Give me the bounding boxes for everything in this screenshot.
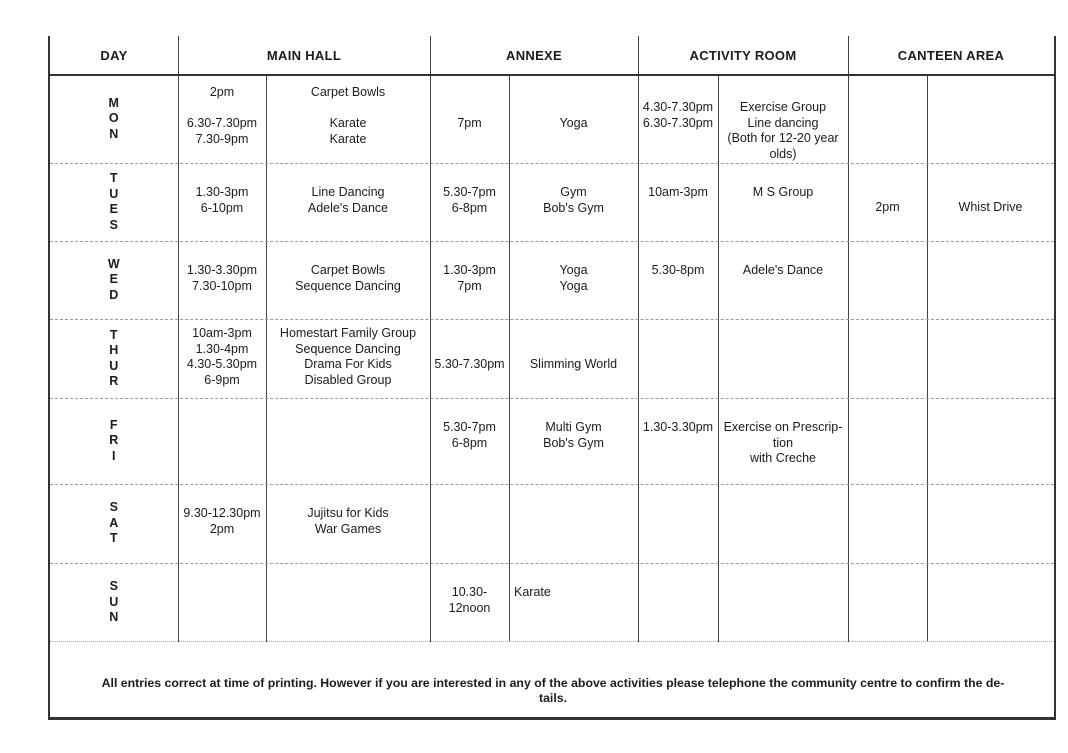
day-wed bbox=[50, 241, 178, 319]
thur-annexe-activity: Slimming World bbox=[529, 357, 618, 371]
day-letter: N bbox=[109, 126, 119, 141]
mon-annexe-activity: Yoga bbox=[559, 116, 588, 130]
sun-annexe-time: 10.30- 12noon bbox=[448, 585, 491, 615]
column-divider bbox=[927, 74, 928, 642]
day-letter: W bbox=[107, 256, 121, 271]
row-divider bbox=[50, 563, 1054, 564]
column-divider bbox=[848, 36, 849, 642]
row-divider bbox=[50, 319, 1054, 320]
timetable bbox=[48, 36, 1056, 720]
row-divider bbox=[50, 163, 1054, 164]
row-divider bbox=[50, 484, 1054, 485]
day-letter: E bbox=[109, 202, 119, 216]
tues-activity-room-time: 10am-3pm bbox=[648, 185, 708, 199]
row-divider bbox=[50, 241, 1054, 242]
tues-annexe-times: 5.30-7pm 6-8pm bbox=[443, 185, 496, 215]
day-mon bbox=[50, 74, 178, 164]
wed-annexe-activities: Yoga Yoga bbox=[559, 263, 588, 293]
wed-main-hall-activities: Carpet Bowls Sequence Dancing bbox=[295, 263, 401, 293]
tues-activity-room-activity: M S Group bbox=[752, 185, 814, 199]
mon-main-hall-times: 2pm 6.30-7.30pm 7.30-9pm bbox=[186, 85, 258, 146]
day-thur bbox=[50, 319, 178, 398]
tues-canteen-activity: Whist Drive bbox=[958, 200, 1023, 214]
day-letter: E bbox=[109, 272, 119, 287]
wed-annexe-times: 1.30-3pm 7pm bbox=[443, 263, 496, 293]
tues-main-hall-activities: Line Dancing Adele's Dance bbox=[307, 185, 389, 215]
footer-note: All entries correct at time of printing. However if you are interested in any of the above activities please telephone the community centre to confirm the de- tails. bbox=[101, 676, 1005, 705]
day-letter: D bbox=[109, 287, 119, 302]
wed-main-hall-times: 1.30-3.30pm 7.30-10pm bbox=[186, 263, 258, 293]
fri-annexe-times: 5.30-7pm 6-8pm bbox=[443, 420, 496, 450]
sat-main-hall-activities: Jujitsu for Kids War Games bbox=[307, 506, 389, 536]
day-letter: U bbox=[109, 186, 119, 201]
day-letter: S bbox=[109, 500, 119, 515]
wed-activity-room-time: 5.30-8pm bbox=[651, 263, 705, 277]
fri-activity-room-time: 1.30-3.30pm bbox=[642, 420, 714, 434]
mon-activity-room-times: 4.30-7.30pm 6.30-7.30pm bbox=[642, 100, 714, 130]
thur-main-hall-activities: Homestart Family Group Sequence Dancing Drama For Kids Disabled Group bbox=[279, 326, 417, 387]
day-letter: A bbox=[109, 515, 119, 530]
mon-annexe-time: 7pm bbox=[457, 116, 482, 130]
header-canteen-area: CANTEEN AREA bbox=[897, 47, 1005, 63]
day-sun bbox=[50, 563, 178, 642]
day-fri bbox=[50, 398, 178, 484]
day-letter: T bbox=[109, 327, 119, 342]
day-letter: T bbox=[109, 531, 119, 546]
footer-rule bbox=[50, 641, 1054, 642]
thur-annexe-time: 5.30-7.30pm bbox=[434, 357, 505, 371]
day-letter: H bbox=[109, 343, 119, 357]
header-main-hall: MAIN HALL bbox=[266, 47, 342, 63]
day-letter: T bbox=[109, 171, 119, 185]
day-letter: I bbox=[112, 448, 116, 463]
header-day: DAY bbox=[100, 47, 128, 63]
tues-canteen-time: 2pm bbox=[875, 200, 900, 214]
day-letter: R bbox=[109, 374, 119, 388]
day-letter: S bbox=[109, 217, 119, 232]
tues-main-hall-times: 1.30-3pm 6-10pm bbox=[195, 185, 249, 215]
header-rule bbox=[50, 74, 1054, 76]
day-letter: O bbox=[108, 111, 120, 126]
wed-activity-room-activity: Adele's Dance bbox=[742, 263, 824, 277]
day-letter: F bbox=[109, 417, 119, 432]
sat-main-hall-times: 9.30-12.30pm 2pm bbox=[183, 506, 261, 536]
day-tues bbox=[50, 163, 178, 241]
fri-activity-room-activity: Exercise on Prescrip- tion with Creche bbox=[723, 420, 843, 465]
day-letter: U bbox=[109, 358, 119, 373]
day-letter: N bbox=[109, 610, 119, 625]
day-letter: M bbox=[108, 95, 120, 110]
mon-main-hall-activities: Carpet Bowls Karate Karate bbox=[310, 85, 386, 146]
mon-activity-room-activities: Exercise Group Line dancing (Both for 12-20 year olds) bbox=[727, 100, 839, 161]
fri-annexe-activities: Multi Gym Bob's Gym bbox=[543, 420, 604, 450]
sun-annexe-activity: Karate bbox=[514, 585, 551, 599]
header-annexe: ANNEXE bbox=[506, 47, 562, 63]
thur-main-hall-times: 10am-3pm 1.30-4pm 4.30-5.30pm 6-9pm bbox=[186, 326, 258, 387]
day-letter: R bbox=[109, 433, 119, 448]
row-divider bbox=[50, 398, 1054, 399]
day-letter: S bbox=[109, 579, 119, 594]
tues-annexe-activities: Gym Bob's Gym bbox=[543, 185, 604, 215]
day-sat bbox=[50, 484, 178, 563]
header-activity-room: ACTIVITY ROOM bbox=[689, 47, 797, 63]
day-letter: U bbox=[109, 594, 119, 609]
